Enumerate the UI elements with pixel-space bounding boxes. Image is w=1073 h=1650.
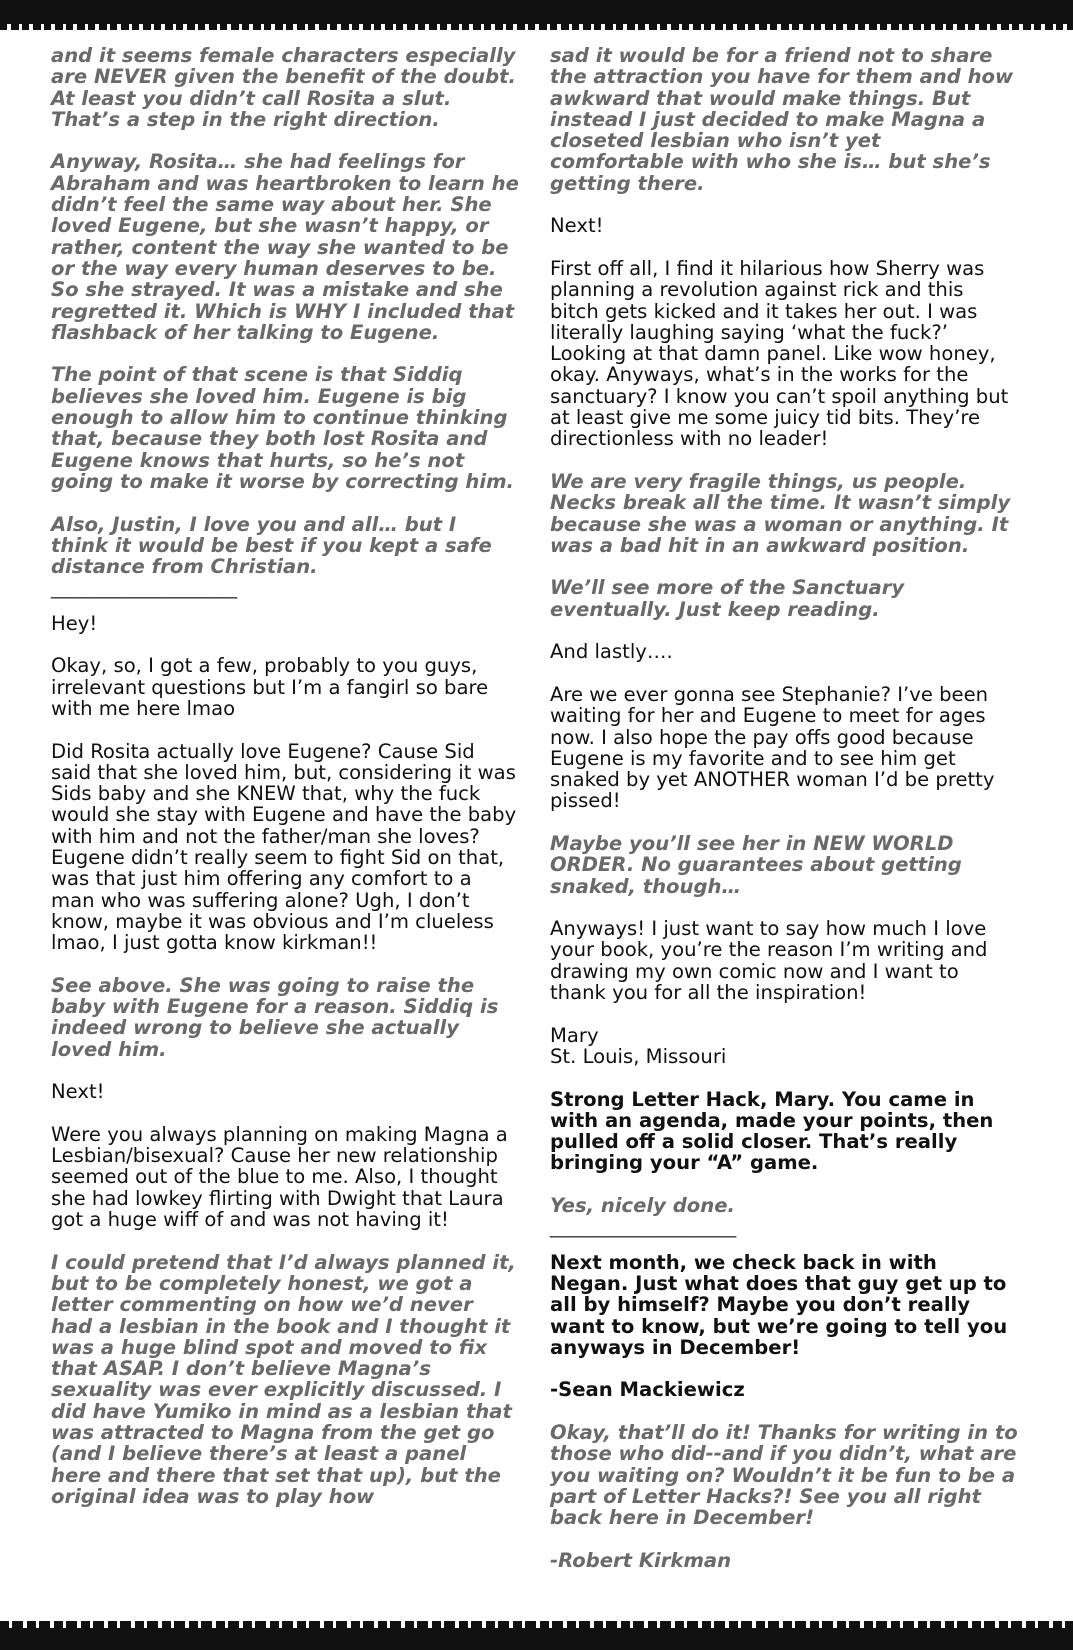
- reply-paragraph: Maybe you’ll see her in NEW WORLD ORDER. No guarantees about getting snaked, though…: [550, 831, 962, 898]
- editor-signature: -Sean Mackiewicz: [550, 1378, 745, 1402]
- letter-paragraph: Are we ever gonna see Stephanie? I’ve been waiting for her and Eugene to meet for ages now. I also hope the pay offs good because Eugene is my favorite and to see him get snaked by yet ANOTHER woman I’d be pretty pissed!: [550, 682, 995, 813]
- torn-top-border: [0, 0, 1073, 24]
- letter-signature: Mary St. Louis, Missouri: [550, 1023, 727, 1068]
- letter-paragraph: Okay, so, I got a few, probably to you guys, irrelevant questions but I’m a fangirl so bare with me here lmao: [51, 654, 489, 720]
- letter-paragraph: Hey!: [51, 611, 98, 635]
- section-divider: ___________________: [550, 1215, 737, 1239]
- reply-paragraph: We are very fragile things, us people. Necks break all the time. It wasn’t simply because she was a woman or anything. It was a bad hit in an awkward position.: [550, 469, 1011, 557]
- torn-bottom-border: [0, 1628, 1073, 1650]
- letter-paragraph: First off all, I find it hilarious how Sherry was planning a revolution against rick and this bitch gets kicked and it takes her out. I was literally laughing saying ‘what the fuck?’ Looking at that damn panel. Like wow honey, okay. Anyways, what’s in the works for the sanctuary? I know you can’t spoil anything but at least give me some juicy tid bits. They’re directionless with no leader!: [550, 256, 1009, 451]
- letter-paragraph: Next!: [550, 214, 604, 238]
- reply-paragraph: Anyway, Rosita… she had feelings for Abraham and was heartbroken to learn he didn’t feel the same way about her. She loved Eugene, but she wasn’t happy, or rather, content the way she wanted to be or the way every human deserves to be. So she strayed. It was a mistake and she regretted it. Which is WHY I included that flashback of her talking to Eugene.: [51, 150, 519, 344]
- reply-paragraph: sad it would be for a friend not to share the attraction you have for them and how awkward that would make things. But instead I just decided to make Magna a closeted lesbian who isn’t yet comfortable with who she is… but she’s getting there.: [550, 44, 1014, 195]
- letter-paragraph: And lastly….: [550, 640, 673, 664]
- letter-paragraph: Next!: [51, 1080, 105, 1104]
- reply-paragraph: We’ll see more of the Sanctuary eventually. Just keep reading.: [550, 576, 905, 621]
- reply-paragraph: See above. She was going to raise the baby with Eugene for a reason. Siddiq is indeed wrong to believe she actually loved him.: [51, 973, 499, 1061]
- editor-paragraph: Next month, we check back in with Negan. Just what does that guy get up to all by himself? Maybe you don’t really want to know, but we’re going to tell you anyways in December!: [550, 1250, 1008, 1359]
- reply-paragraph: Okay, that’ll do it! Thanks for writing in to those who did--and if you didn’t, what are you waiting on? Wouldn’t it be fun to be a part of Letter Hacks?! See you all right back here in December!: [550, 1421, 1018, 1530]
- reply-signature: -Robert Kirkman: [550, 1548, 732, 1572]
- reply-paragraph: and it seems female characters especially are NEVER given the benefit of the doubt. At least you didn’t call Rosita a slut. That’s a step in the right direction.: [51, 44, 516, 131]
- section-divider: ___________________: [51, 576, 238, 600]
- editor-paragraph: Strong Letter Hack, Mary. You came in with an agenda, made your points, then pulled off a solid closer. That’s really bringing your “A” game.: [550, 1087, 994, 1175]
- letter-paragraph: Anyways! I just want to say how much I love your book, you’re the reason I’m writing and drawing my own comic now and I want to thank you for all the inspiration!: [550, 917, 988, 1005]
- reply-paragraph: I could pretend that I’d always planned it, but to be completely honest, we got a letter commenting on how we’d never had a lesbian in the book and I thought it was a huge blind spot and moved to fix that ASAP. I don’t believe Magna’s sexuality was ever explicitly discussed. I did have Yumiko in mind as a lesbian that was attracted to Magna from the get go (and I believe there’s at least a panel here and there that set that up), but the original idea was to play how: [51, 1250, 516, 1508]
- reply-paragraph: The point of that scene is that Siddiq believes she loved him. Eugene is big enough to allow him to continue thinking that, because they both lost Rosita and Eugene knows that hurts, so he’s not going to make it worse by correcting him.: [51, 363, 514, 493]
- letter-paragraph: Did Rosita actually love Eugene? Cause Sid said that she loved him, but, considering it was Sids baby and she KNEW that, why the fuck would she stay with Eugene and have the baby with him and not the father/man she loves? Eugene didn’t really seem to fight Sid on that, was that just him offering any comfort to a man who was suffering alone? Ugh, I don’t know, maybe it was obvious and I’m clueless lmao, I just gotta know kirkman!!: [51, 739, 517, 955]
- reply-paragraph: Also, Justin, I love you and all… but I think it would be best if you kept a safe distance from Christian.: [51, 512, 492, 579]
- right-column: [550, 45, 1018, 1592]
- reply-paragraph: Yes, nicely done.: [550, 1194, 735, 1218]
- letter-paragraph: Were you always planning on making Magna a Lesbian/bisexual? Cause her new relationship seemed out of the blue to me. Also, I thought she had lowkey flirting with Dwight that Laura got a huge wiff of and was not having it!: [51, 1122, 508, 1232]
- left-column: [51, 45, 519, 1528]
